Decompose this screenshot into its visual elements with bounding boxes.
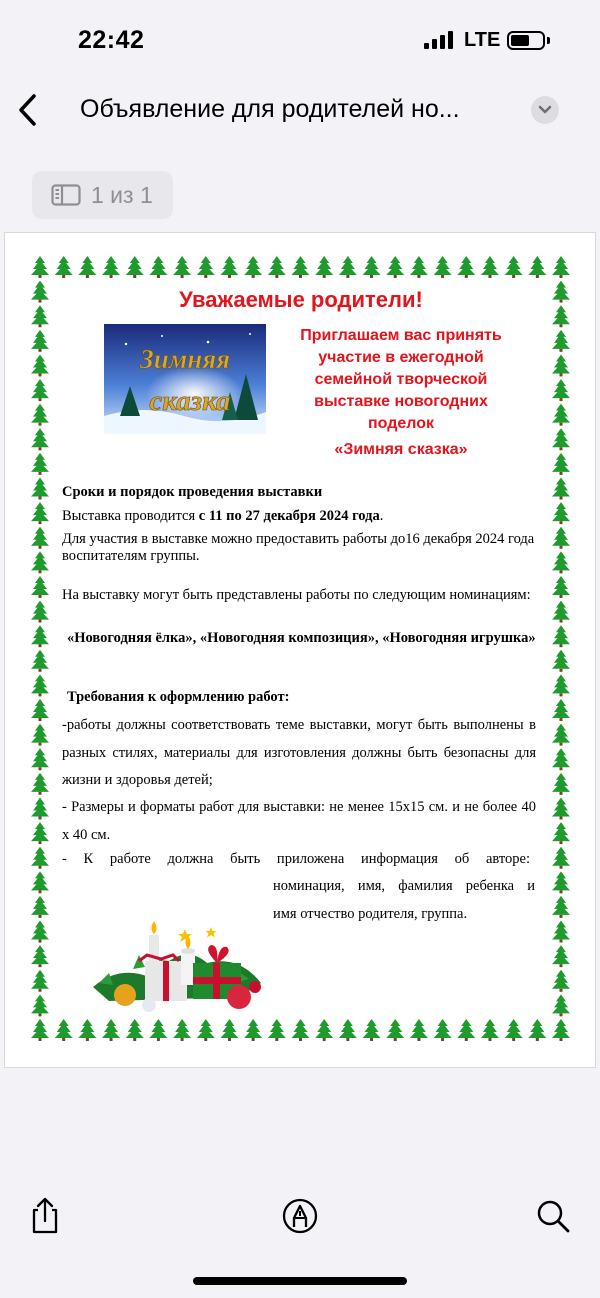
tree-ornament xyxy=(552,970,570,992)
winter-tale-caption-2: сказка xyxy=(149,385,231,417)
document-page[interactable] xyxy=(4,232,596,1068)
home-indicator[interactable] xyxy=(193,1277,407,1285)
tree-ornament xyxy=(31,699,49,721)
tree-ornament xyxy=(31,847,49,869)
tree-ornament xyxy=(552,797,570,819)
tree-ornament xyxy=(505,256,523,278)
tree-ornament xyxy=(410,256,428,278)
tree-ornament xyxy=(31,428,49,450)
tree-ornament xyxy=(31,404,49,426)
tree-ornament xyxy=(552,896,570,918)
signal-icon xyxy=(424,31,454,49)
tree-ornament xyxy=(55,256,73,278)
tree-ornament xyxy=(552,945,570,967)
tree-ornament xyxy=(31,797,49,819)
tree-ornament xyxy=(410,1019,428,1041)
search-button[interactable] xyxy=(533,1196,573,1236)
tree-ornament xyxy=(149,1019,167,1041)
winter-tale-image xyxy=(104,324,266,434)
tree-ornament xyxy=(552,724,570,746)
tree-ornament xyxy=(55,1019,73,1041)
tree-ornament xyxy=(31,748,49,770)
tree-ornament xyxy=(31,601,49,623)
requirement-1: -работы должны соответствовать теме выставки, могут быть выполнены в разных стилях, материалы для изготовления должны быть безопасны для жизни и здоровья детей; xyxy=(62,717,536,788)
tree-ornament xyxy=(552,428,570,450)
tree-ornament xyxy=(31,994,49,1016)
requirement-3: - К работе должна быть приложена информация об авторе: xyxy=(62,851,530,867)
tree-ornament xyxy=(363,1019,381,1041)
tree-ornament xyxy=(552,921,570,943)
tree-ornament xyxy=(481,1019,499,1041)
tree-ornament xyxy=(339,1019,357,1041)
tree-ornament xyxy=(197,1019,215,1041)
exhibition-dates xyxy=(62,507,548,525)
tree-ornament xyxy=(31,478,49,500)
tree-ornament xyxy=(31,256,49,278)
tree-ornament xyxy=(339,256,357,278)
search-icon xyxy=(533,1196,573,1236)
markup-pen-icon xyxy=(280,1196,320,1236)
tree-ornament xyxy=(552,994,570,1016)
tree-ornament xyxy=(552,601,570,623)
tree-ornament xyxy=(528,1019,546,1041)
tree-ornament xyxy=(31,650,49,672)
tree-ornament xyxy=(31,896,49,918)
tree-ornament xyxy=(434,1019,452,1041)
battery-tip xyxy=(547,37,550,44)
tree-ornament xyxy=(363,256,381,278)
tree-ornament xyxy=(552,822,570,844)
tree-ornament xyxy=(552,453,570,475)
tree-ornament xyxy=(31,379,49,401)
tree-ornament xyxy=(197,256,215,278)
tree-ornament xyxy=(552,773,570,795)
tree-ornament xyxy=(31,773,49,795)
winter-tale-caption: Зимняя xyxy=(139,344,231,374)
requirement-2: - Размеры и форматы работ для выставки: не менее 15х15 см. и не более 40 х 40 см. xyxy=(62,799,536,843)
dates-prefix: Выставка проводится xyxy=(62,508,199,524)
dates-suffix: . xyxy=(379,508,384,524)
document-heading: Уважаемые родители! xyxy=(179,287,423,312)
tree-ornament xyxy=(386,256,404,278)
participation-text: Для участия в выставке можно предоставить работы до16 декабря 2024 года воспитателям группы. xyxy=(62,531,535,564)
tree-ornament xyxy=(528,256,546,278)
tree-ornament xyxy=(31,724,49,746)
tree-ornament xyxy=(31,921,49,943)
tree-ornament xyxy=(31,1019,49,1041)
tree-ornament xyxy=(31,576,49,598)
tree-ornament xyxy=(173,256,191,278)
tree-ornament xyxy=(505,1019,523,1041)
tree-ornament xyxy=(31,330,49,352)
tree-ornament xyxy=(31,551,49,573)
battery-icon xyxy=(507,31,545,50)
tree-ornament xyxy=(315,1019,333,1041)
tree-ornament xyxy=(31,527,49,549)
tree-ornament xyxy=(78,256,96,278)
tree-ornament xyxy=(220,256,238,278)
tree-ornament xyxy=(31,945,49,967)
tree-ornament xyxy=(457,1019,475,1041)
tree-ornament xyxy=(552,551,570,573)
document-title: Объявление для родителей но... xyxy=(80,95,460,123)
tree-ornament xyxy=(102,1019,120,1041)
sidebar-icon xyxy=(51,184,81,206)
tree-ornament xyxy=(31,871,49,893)
tree-ornament xyxy=(126,256,144,278)
exhibition-name: «Зимняя сказка» xyxy=(334,441,468,458)
christmas-gifts-image xyxy=(89,917,267,1013)
status-bar xyxy=(0,0,600,80)
invitation-text: Приглашаем вас принять участие в ежегодной семейной творческой выставке новогодних поделок xyxy=(300,327,502,432)
tree-ornament xyxy=(552,330,570,352)
requirements-title: Требования к оформлению работ: xyxy=(67,689,290,705)
share-button[interactable] xyxy=(25,1196,65,1236)
page-indicator-button[interactable] xyxy=(32,171,173,219)
bottom-toolbar xyxy=(0,1180,600,1250)
terms-title: Сроки и порядок проведения выставки xyxy=(62,484,323,500)
network-type: LTE xyxy=(464,29,501,51)
share-icon xyxy=(25,1196,65,1236)
tree-ornament xyxy=(126,1019,144,1041)
markup-button[interactable] xyxy=(280,1196,320,1236)
tree-ornament xyxy=(31,354,49,376)
nominations-intro: На выставку могут быть представлены работы по следующим номинациям: xyxy=(62,587,531,603)
tree-ornament xyxy=(220,1019,238,1041)
chevron-down-icon xyxy=(538,105,552,115)
tree-ornament xyxy=(31,453,49,475)
tree-ornament xyxy=(315,256,333,278)
tree-ornament xyxy=(386,1019,404,1041)
status-time: 22:42 xyxy=(78,26,145,54)
nominations-list: «Новогодняя ёлка», «Новогодняя композиция», «Новогодняя игрушка» xyxy=(67,630,536,646)
chevron-left-icon xyxy=(10,90,50,130)
tree-ornament xyxy=(481,256,499,278)
tree-ornament xyxy=(31,970,49,992)
tree-ornament xyxy=(102,256,120,278)
title-menu-button[interactable] xyxy=(531,96,559,124)
back-button[interactable] xyxy=(10,90,50,130)
tree-ornament xyxy=(552,379,570,401)
tree-ornament xyxy=(268,256,286,278)
tree-ornament xyxy=(457,256,475,278)
dates-bold: с 11 по 27 декабря 2024 года xyxy=(198,508,380,524)
page-count-label: 1 из 1 xyxy=(91,182,153,208)
tree-ornament xyxy=(552,699,570,721)
tree-ornament xyxy=(552,256,570,278)
tree-ornament xyxy=(552,527,570,549)
tree-ornament xyxy=(292,1019,310,1041)
tree-ornament xyxy=(31,674,49,696)
tree-ornament xyxy=(434,256,452,278)
tree-ornament xyxy=(552,674,570,696)
tree-ornament xyxy=(31,502,49,524)
tree-ornament xyxy=(552,847,570,869)
tree-ornament xyxy=(552,354,570,376)
tree-ornament xyxy=(244,256,262,278)
tree-ornament xyxy=(78,1019,96,1041)
tree-ornament xyxy=(173,1019,191,1041)
tree-ornament xyxy=(552,502,570,524)
tree-ornament xyxy=(244,1019,262,1041)
tree-ornament xyxy=(552,576,570,598)
requirement-3-line3: имя отчество родителя, группа. xyxy=(273,906,468,922)
tree-ornament xyxy=(552,871,570,893)
tree-ornament xyxy=(292,256,310,278)
tree-ornament xyxy=(552,478,570,500)
tree-ornament xyxy=(31,822,49,844)
tree-ornament xyxy=(268,1019,286,1041)
tree-ornament xyxy=(552,650,570,672)
tree-ornament xyxy=(552,748,570,770)
tree-ornament xyxy=(31,625,49,647)
tree-ornament xyxy=(552,1019,570,1041)
tree-ornament xyxy=(552,404,570,426)
requirement-3-line2: номинация, имя, фамилия ребенка и xyxy=(273,878,535,894)
tree-ornament xyxy=(552,625,570,647)
nav-bar xyxy=(0,82,600,138)
tree-ornament xyxy=(149,256,167,278)
